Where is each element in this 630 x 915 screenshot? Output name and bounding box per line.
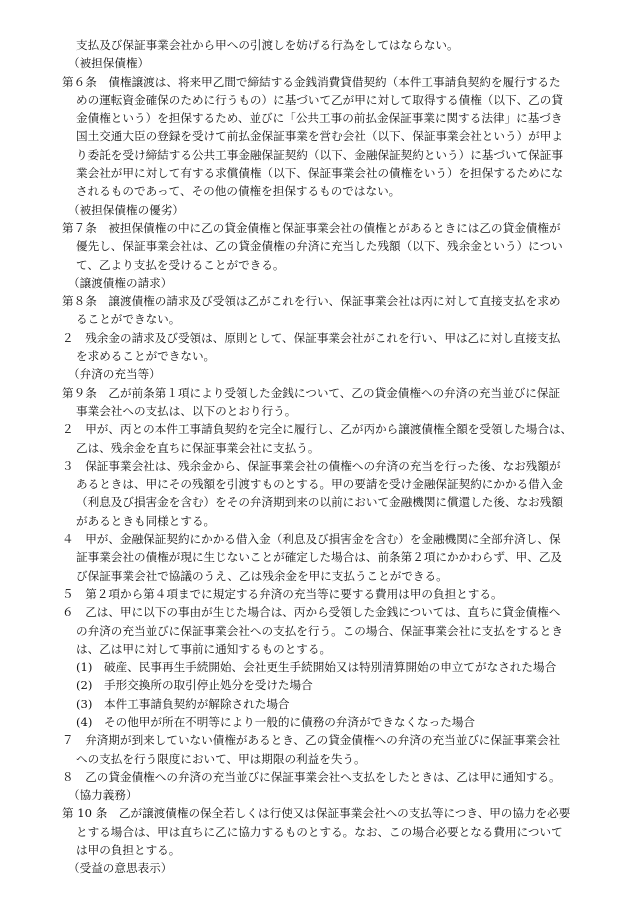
article-first-line: 第６条 債権譲渡は、将来甲乙間で締結する金銭消費貸借契約（本件工事請負契約を履行するた bbox=[62, 74, 561, 89]
paragraph-first-line: ４ 甲が、金融保証契約にかかる借入金（利息及び損害金を含む）を金融機関に全部弁済し、保 bbox=[62, 532, 561, 547]
text-line: めの運転資金確保のために行うもの）に基づいて乙が甲に対して取得する債権（以下、乙の貸 bbox=[76, 92, 563, 107]
text-line: 優先し、保証事業会社は、乙の貸金債権の弁済に充当した残額（以下、残余金という）につい bbox=[76, 239, 563, 254]
article-caption: （譲渡債権の請求） bbox=[68, 275, 173, 290]
text-line: 金債権という）を担保するため、並びに「公共工事の前払金保証事業に関する法律」に基づき bbox=[76, 111, 563, 126]
paragraph-first-line: ２ 甲が、丙との本件工事請負契約を完全に履行し、乙が丙から譲渡債権全額を受領した場合は、 bbox=[62, 422, 573, 437]
text-line: とする場合は、甲は直ちに乙に協力するものとする。なお、この場合必要となる費用について bbox=[76, 824, 563, 839]
text-line: 国土交通大臣の登録を受けて前払金保証事業を営む会社（以下、保証事業会社という）が甲よ bbox=[76, 129, 563, 144]
paragraph-first-line: ３ 保証事業会社は、残余金から、保証事業会社の債権への弁済の充当を行った後、なお残額が bbox=[62, 458, 561, 473]
text-line: ることができない。 bbox=[76, 312, 181, 327]
article-caption: （被担保債権） bbox=[68, 56, 150, 71]
text-line: り委託を受け締結する公共工事金融保証契約（以下、金融保証契約という）に基づいて保証事 bbox=[76, 147, 563, 162]
paragraph-first-line: ５ 第２項から第４項までに規定する弁済の充当等に要する費用は甲の負担とする。 bbox=[62, 586, 503, 601]
article-first-line: 第８条 譲渡債権の請求及び受領は乙がこれを行い、保証事業会社は丙に対して直接支払を求め bbox=[62, 294, 561, 309]
text-line: されるものであって、その他の債権を担保するものではない。 bbox=[76, 184, 401, 199]
article-first-line: 第７条 被担保債権の中に乙の貸金債権と保証事業会社の債権とがあるときには乙の貸金債権が bbox=[62, 220, 561, 235]
text-line: への支払を行う限度において、甲は期限の利益を失う。 bbox=[76, 751, 366, 766]
paragraph-first-line: ２ 残余金の請求及び受領は、原則として、保証事業会社がこれを行い、甲は乙に対し直接支払 bbox=[62, 330, 561, 345]
text-line: は甲の負担とする。 bbox=[76, 843, 181, 858]
article-first-line: 第 10 条 乙が譲渡債権の保全若しくは行使又は保証事業会社への支払等につき、甲の協力を必要 bbox=[62, 806, 571, 821]
text-line: 事業会社への支払は、以下のとおり行う。 bbox=[76, 403, 297, 418]
document-body bbox=[62, 36, 582, 878]
article-caption: （弁済の充当等） bbox=[68, 367, 161, 382]
text-line: 業会社が甲に対して有する求償債権（以下、保証事業会社の債権をいう）を担保するためにな bbox=[76, 166, 563, 181]
paragraph-first-line: ６ 乙は、甲に以下の事由が生じた場合は、丙から受領した金銭については、直ちに貸金債権へ bbox=[62, 605, 561, 620]
text-line: の弁済の充当並びに保証事業会社への支払を行う。この場合、保証事業会社に支払をするとき bbox=[76, 623, 563, 638]
text-line: 乙は、残余金を直ちに保証事業会社に支払う。 bbox=[76, 440, 320, 455]
text-line: 支払及び保証事業会社から甲への引渡しを妨げる行為をしてはならない。 bbox=[76, 38, 459, 52]
sub-item: (3) 本件工事請負契約が解除された場合 bbox=[76, 696, 290, 711]
text-line: は、乙は甲に対して事前に通知するものとする。 bbox=[76, 641, 332, 656]
text-line: あるときは、甲にその残額を引渡すものとする。甲の要請を受け金融保証契約にかかる借入金 bbox=[76, 477, 563, 492]
text-line: 証事業会社の債権が現に生じないことが確定した場合は、前条第２項にかかわらず、甲、乙及 bbox=[76, 550, 563, 565]
article-caption: （受益の意思表示） bbox=[68, 861, 173, 876]
sub-item: (4) その他甲が所在不明等により一般的に債務の弁済ができなくなった場合 bbox=[76, 714, 476, 729]
sub-item: (1) 破産、民事再生手続開始、会社更生手続開始又は特別清算開始の申立てがなされた場合 bbox=[76, 660, 557, 675]
article-caption: （被担保債権の優劣） bbox=[68, 202, 184, 217]
text-line: を求めることができない。 bbox=[76, 349, 216, 364]
paragraph-first-line: ７ 弁済期が到来していない債権があるとき、乙の貸金債権への弁済の充当並びに保証事業会社 bbox=[62, 733, 561, 748]
article-caption: （協力義務） bbox=[68, 788, 138, 803]
paragraph-first-line: ８ 乙の貸金債権への弁済の充当並びに保証事業会社へ支払をしたときは、乙は甲に通知する。 bbox=[62, 769, 561, 784]
article-first-line: 第９条 乙が前条第１項により受領した金銭について、乙の貸金債権への弁済の充当並びに保証 bbox=[62, 385, 561, 400]
text-line: て、乙より支払を受けることができる。 bbox=[76, 257, 285, 272]
sub-item: (2) 手形交換所の取引停止処分を受けた場合 bbox=[76, 678, 313, 693]
text-line: び保証事業会社で協議のうえ、乙は残余金を甲に支払うことができる。 bbox=[76, 568, 448, 583]
text-line: があるときも同様とする。 bbox=[76, 513, 216, 528]
text-line: （利息及び損害金を含む）をその弁済期到来の以前において金融機関に償還した後、なお残額 bbox=[76, 495, 563, 510]
